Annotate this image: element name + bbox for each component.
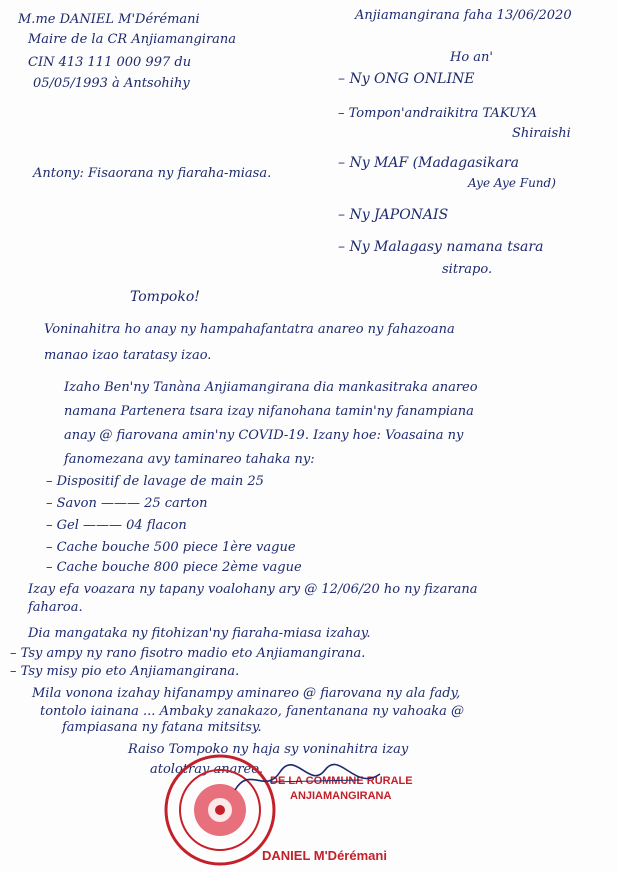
item-line: – Cache bouche 800 piece 2ème vague xyxy=(46,560,302,575)
item-line: – Savon ——— 25 carton xyxy=(46,496,208,511)
body-line: Voninahitra ho anay ny hampahafantatra anareo ny fahazoana xyxy=(44,322,455,337)
handwritten-signature xyxy=(230,760,390,800)
stamp-line: ANJIAMANGIRANA xyxy=(290,790,392,802)
closing-line: – Tsy misy pio eto Anjiamangirana. xyxy=(10,664,240,679)
subject-line: Antony: Fisaorana ny fiaraha-miasa. xyxy=(33,166,272,181)
stamp-line: DE LA COMMUNE RURALE xyxy=(270,775,413,787)
recipient-line: Shiraishi xyxy=(512,126,571,141)
author-name: M.me DANIEL M'Dérémani xyxy=(18,12,200,27)
closing-line: Dia mangataka ny fitohizan'ny fiaraha-miasa izahay. xyxy=(28,626,371,641)
to-label: Ho an' xyxy=(450,50,493,65)
body-line: anay @ fiarovana amin'ny COVID-19. Izany hoe: Voasaina ny xyxy=(64,428,464,443)
author-title: Maire de la CR Anjiamangirana xyxy=(28,32,237,47)
item-line: – Cache bouche 500 piece 1ère vague xyxy=(46,540,296,555)
recipient-line: – Ny ONG ONLINE xyxy=(338,71,475,87)
closing-line: Raiso Tompoko ny haja sy voninahitra izay xyxy=(128,742,409,757)
recipient-line: sitrapo. xyxy=(442,262,493,277)
body-line: namana Partenera tsara izay nifanohana tamin'ny fanampiana xyxy=(64,404,474,419)
recipient-line: – Ny MAF (Madagasikara xyxy=(338,155,519,171)
author-cin-date: 05/05/1993 à Antsohihy xyxy=(33,76,190,91)
author-cin: CIN 413 111 000 997 du xyxy=(28,55,192,70)
closing-line: atolotray anareo. xyxy=(150,762,263,777)
signature-name: DANIEL M'Dérémani xyxy=(262,848,387,863)
closing-line: fampiasana ny fatana mitsitsy. xyxy=(62,720,262,735)
closing-line: faharoa. xyxy=(28,600,83,615)
closing-line: Mila vonona izahay hifanampy aminareo @ fiarovana ny ala fady, xyxy=(32,686,461,701)
recipient-line: Aye Aye Fund) xyxy=(468,176,556,190)
place-date: Anjiamangirana faha 13/06/2020 xyxy=(355,8,572,23)
recipient-line: – Ny JAPONAIS xyxy=(338,207,449,223)
body-line: fanomezana avy taminareo tahaka ny: xyxy=(64,452,315,467)
item-line: – Gel ——— 04 flacon xyxy=(46,518,187,533)
closing-line: tontolo iainana ... Ambaky zanakazo, fanentanana ny vahoaka @ xyxy=(40,704,465,719)
body-line: Izaho Ben'ny Tanàna Anjiamangirana dia mankasitraka anareo xyxy=(64,380,478,395)
salutation: Tompoko! xyxy=(130,289,200,305)
item-line: – Dispositif de lavage de main 25 xyxy=(46,474,264,489)
closing-line: – Tsy ampy ny rano fisotro madio eto Anjiamangirana. xyxy=(10,646,366,661)
recipient-line: – Ny Malagasy namana tsara xyxy=(338,239,544,255)
recipient-line: – Tompon'andraikitra TAKUYA xyxy=(338,106,537,121)
closing-line: Izay efa voazara ny tapany voalohany ary @ 12/06/20 ho ny fizarana xyxy=(28,582,478,597)
body-line: manao izao taratasy izao. xyxy=(44,348,212,363)
